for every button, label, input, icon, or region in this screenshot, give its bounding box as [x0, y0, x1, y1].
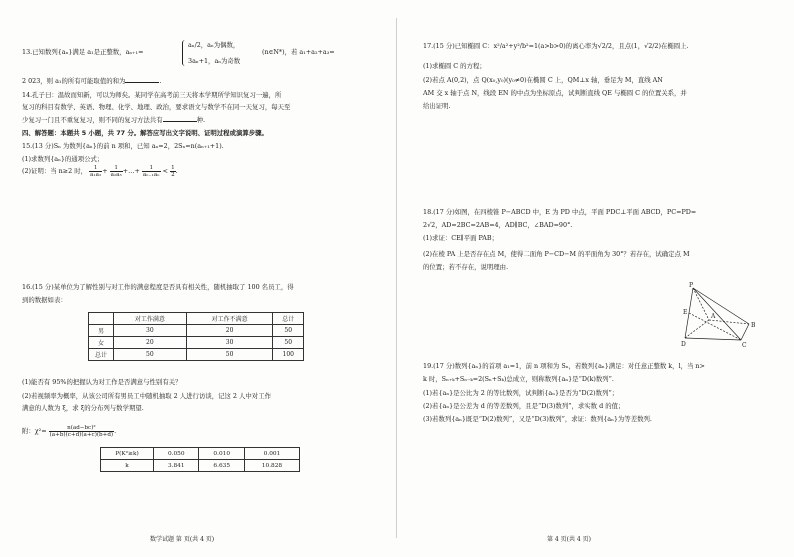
fraction-den: aₙ₋₁aₙ [142, 171, 160, 178]
section-heading: 四、解答题：本题共 5 小题，共 77 分。解答应写出文字说明、证明过程或演算步骤。 [22, 129, 268, 137]
q13-case1: aₙ/2，aₙ为偶数， [188, 41, 240, 49]
q17-part1: (1)求椭圆 C 的方程； [423, 62, 486, 70]
formula-fraction [49, 425, 114, 438]
table-cell: 50 [273, 325, 304, 337]
chi-square-formula: 附：χ²= $\frac{\text{n(ad−bc)²}}{(a+b)(c+d)(a+c)(b+d)}$ . [22, 424, 117, 438]
table-cell: k [101, 460, 154, 472]
table-cell: 50 [114, 349, 187, 361]
q16-line1: 16.(15 分)某单位为了解性别与对工作的满意程度是否具有相关性，随机抽取了 100 名员工，得 [22, 283, 294, 291]
right-page-footer: 第 4 页(共 4 页) [547, 536, 591, 543]
q16-part1: (1)能否有 95%的把握认为对工作是否满意与性别有关？ [22, 378, 182, 386]
table-cell: 0.050 [154, 448, 199, 460]
fraction-3 [142, 165, 161, 178]
edge-AB [709, 320, 749, 324]
q13-case2: 3aₙ+1，aₙ为奇数 [188, 57, 241, 65]
table-cell: P(K²≥k) [101, 448, 154, 460]
edge-DA [685, 320, 709, 338]
table-cell: 100 [273, 349, 304, 361]
table-cell: 30 [114, 325, 187, 337]
formula-numerator: n(ad−bc)² [49, 425, 114, 432]
table-cell: 总计 [89, 349, 114, 361]
q15-part2: (2)证明：当 n≥2 时， $\frac{1}{\text{a₁a₂}}$ + $\frac{1}{\text{a₂a₃}}$ +…+ $\frac{1}{\text{aₙ₋₁aₙ}}$ < $\frac{1}{2}$ . [22, 164, 178, 178]
edge-CB [741, 324, 749, 340]
q14-line3-text: 少复习一门且不重复复习，则不同的复习方法共有 [22, 116, 163, 124]
table-header-cell: 对工作不满意 [186, 313, 273, 325]
q15-part1: (1)求数列{aₙ}的通项公式； [22, 155, 104, 163]
q15-part2-prefix: (2)证明：当 n≥2 时， [22, 167, 87, 175]
q18-part2b: 的位置；若不存在，说明理由. [423, 263, 509, 271]
q19-line2: k 时，Sₙ₊ₖ+Sₙ₋ₖ=2(Sₙ+Sₖ)总成立，则称数列{aₙ}是“D(k)数列”. [423, 375, 614, 383]
less-than: < [162, 167, 169, 175]
label-A: A [711, 313, 716, 320]
fraction-den: a₂a₃ [110, 171, 122, 178]
q14-line3-end: 种. [196, 116, 206, 124]
formula-prefix: 附：χ²= [22, 427, 47, 435]
table-row [101, 448, 300, 460]
table-row [101, 460, 300, 472]
q13-line2-text: 2 023，则 a₁的所有可能取值的和为 [22, 77, 126, 85]
pyramid-figure [679, 282, 759, 348]
edge-DC [685, 338, 741, 340]
q16-part2a: (2)若视频率为概率，从该公司所有男员工中随机抽取 2 人进行访谈，记这 2 人中对工作 [22, 392, 271, 400]
table-cell: 10.828 [244, 460, 299, 472]
q17-part2b: AM 交 x 轴于点 N，线段 EN 的中点为坐标原点，试判断直线 QE 与椭圆 C 的位置关系，并 [423, 89, 687, 97]
q13-line1-a: 13.已知数列{aₙ}满足 a₁是正整数，aₙ₊₁= [22, 48, 144, 56]
q14-line2: 复习的科目有数学、英语、物理、化学、地理、政治，要求语文与数学不在同一天复习，每天至 [22, 103, 291, 111]
label-B: B [751, 322, 756, 329]
table-cell: 3.841 [154, 460, 199, 472]
q18-line2: 2√2，AD=2BC=2AB=4，AD∥BC，∠BAD=90°. [423, 221, 573, 229]
fraction-den: a₁a₂ [90, 171, 102, 178]
table-header-cell: 对工作满意 [114, 313, 187, 325]
q17-part2a: (2)若点 A(0,2)，点 Q(x₀,y₀)(y₀≠0)在椭圆 C 上，QM⊥x 轴，垂足为 M，直线 AN [423, 76, 663, 84]
fraction-num: 1 [171, 164, 175, 171]
label-C: C [742, 342, 747, 348]
q14-line3 [22, 115, 205, 124]
q19-part3: (3)若数列{aₙ}既是“D(2)数列”，又是“D(3)数列”，求证：数列{aₙ}为等差数列. [423, 415, 652, 423]
q17-line1: 17.(15 分)已知椭圆 C：x²/a²+y²/b²=1(a>b>0)的离心率为√2/2，且点(1，√2/2)在椭圆上. [423, 42, 689, 50]
table-header-row [89, 313, 304, 325]
table-cell: 20 [114, 337, 187, 349]
table-header-cell: 总计 [273, 313, 304, 325]
formula-denominator: (a+b)(c+d)(a+c)(b+d) [49, 431, 114, 438]
label-E: E [683, 309, 688, 316]
table-cell: 0.010 [199, 448, 244, 460]
q18-line1: 18.(17 分)如图，在四棱锥 P−ABCD 中，E 为 PD 中点，平面 PDC⊥平面 ABCD，PC=PD= [423, 208, 697, 216]
fraction-den: 2 [171, 171, 175, 178]
q14-line1: 14.孔子曰：温故而知新，可以为师矣。某同学在高考前三天将本学期所学知识复习一遍，所 [22, 91, 282, 99]
table-cell: 50 [273, 337, 304, 349]
ellipsis-plus: +…+ [122, 167, 140, 175]
answer-blank [163, 115, 197, 122]
left-page-footer: 数学试题 第 页(共 4 页) [150, 536, 215, 543]
table-row [89, 337, 304, 349]
fraction-1 [89, 165, 102, 178]
fraction-num: 1 [89, 165, 102, 172]
table-row [89, 349, 304, 361]
fraction-num: 1 [110, 165, 123, 172]
contingency-table [88, 312, 304, 361]
label-P: P [689, 282, 694, 289]
q18-part2a: (2)在棱 PA 上是否存在点 M，使得二面角 P−CD−M 的平面角为 30°？若存在，试确定点 M [423, 250, 690, 258]
label-D: D [681, 341, 686, 348]
q16-part2b: 满意的人数为 ξ，求 ξ的分布列与数学期望. [22, 404, 144, 412]
q15-line1: 15.(13 分)Sₙ 为数列{aₙ}的前 n 项和，已知 aₙ=2，2Sₙ=n(aₙ₊₁+1). [22, 142, 224, 150]
q18-part1: (1)求证：CE∥平面 PAB； [423, 234, 498, 242]
table-header-cell [89, 313, 114, 325]
answer-blank [125, 76, 159, 83]
right-page [397, 0, 794, 557]
q16-line2: 到的数据如表： [22, 296, 67, 304]
q17-part2c: 给出证明. [423, 102, 451, 110]
table-cell: 女 [89, 337, 114, 349]
piecewise-brace [182, 40, 186, 66]
q13-line1-b: (n∈N*)，若 a₁+a₂+a₃= [262, 48, 335, 56]
table-cell: 0.001 [244, 448, 299, 460]
q13-line2: 2 023，则 a₁的所有可能取值的和为 . [22, 77, 162, 85]
table-cell: 6.635 [199, 460, 244, 472]
q19-line1: 19.(17 分)数列{aₙ}的首项 a₁=1，前 n 项和为 Sₙ，若数列{aₙ}满足：对任意正整数 k，l，当 n> [423, 362, 705, 370]
table-cell: 20 [186, 325, 273, 337]
fraction-2 [110, 165, 123, 178]
table-cell: 30 [186, 337, 273, 349]
critical-value-table [100, 447, 300, 472]
fraction-num: 1 [142, 165, 161, 172]
table-cell: 男 [89, 325, 114, 337]
q19-part1: (1)若{aₙ}是公比为 2 的等比数列，试判断{aₙ}是否为“D(2)数列”； [423, 389, 619, 397]
q19-part2: (2)若{aₙ}是公差为 d 的等差数列，且是“D(3)数列”，求实数 d 的值； [423, 402, 625, 410]
table-cell: 50 [186, 349, 273, 361]
fraction-4 [170, 165, 176, 178]
table-row [89, 325, 304, 337]
